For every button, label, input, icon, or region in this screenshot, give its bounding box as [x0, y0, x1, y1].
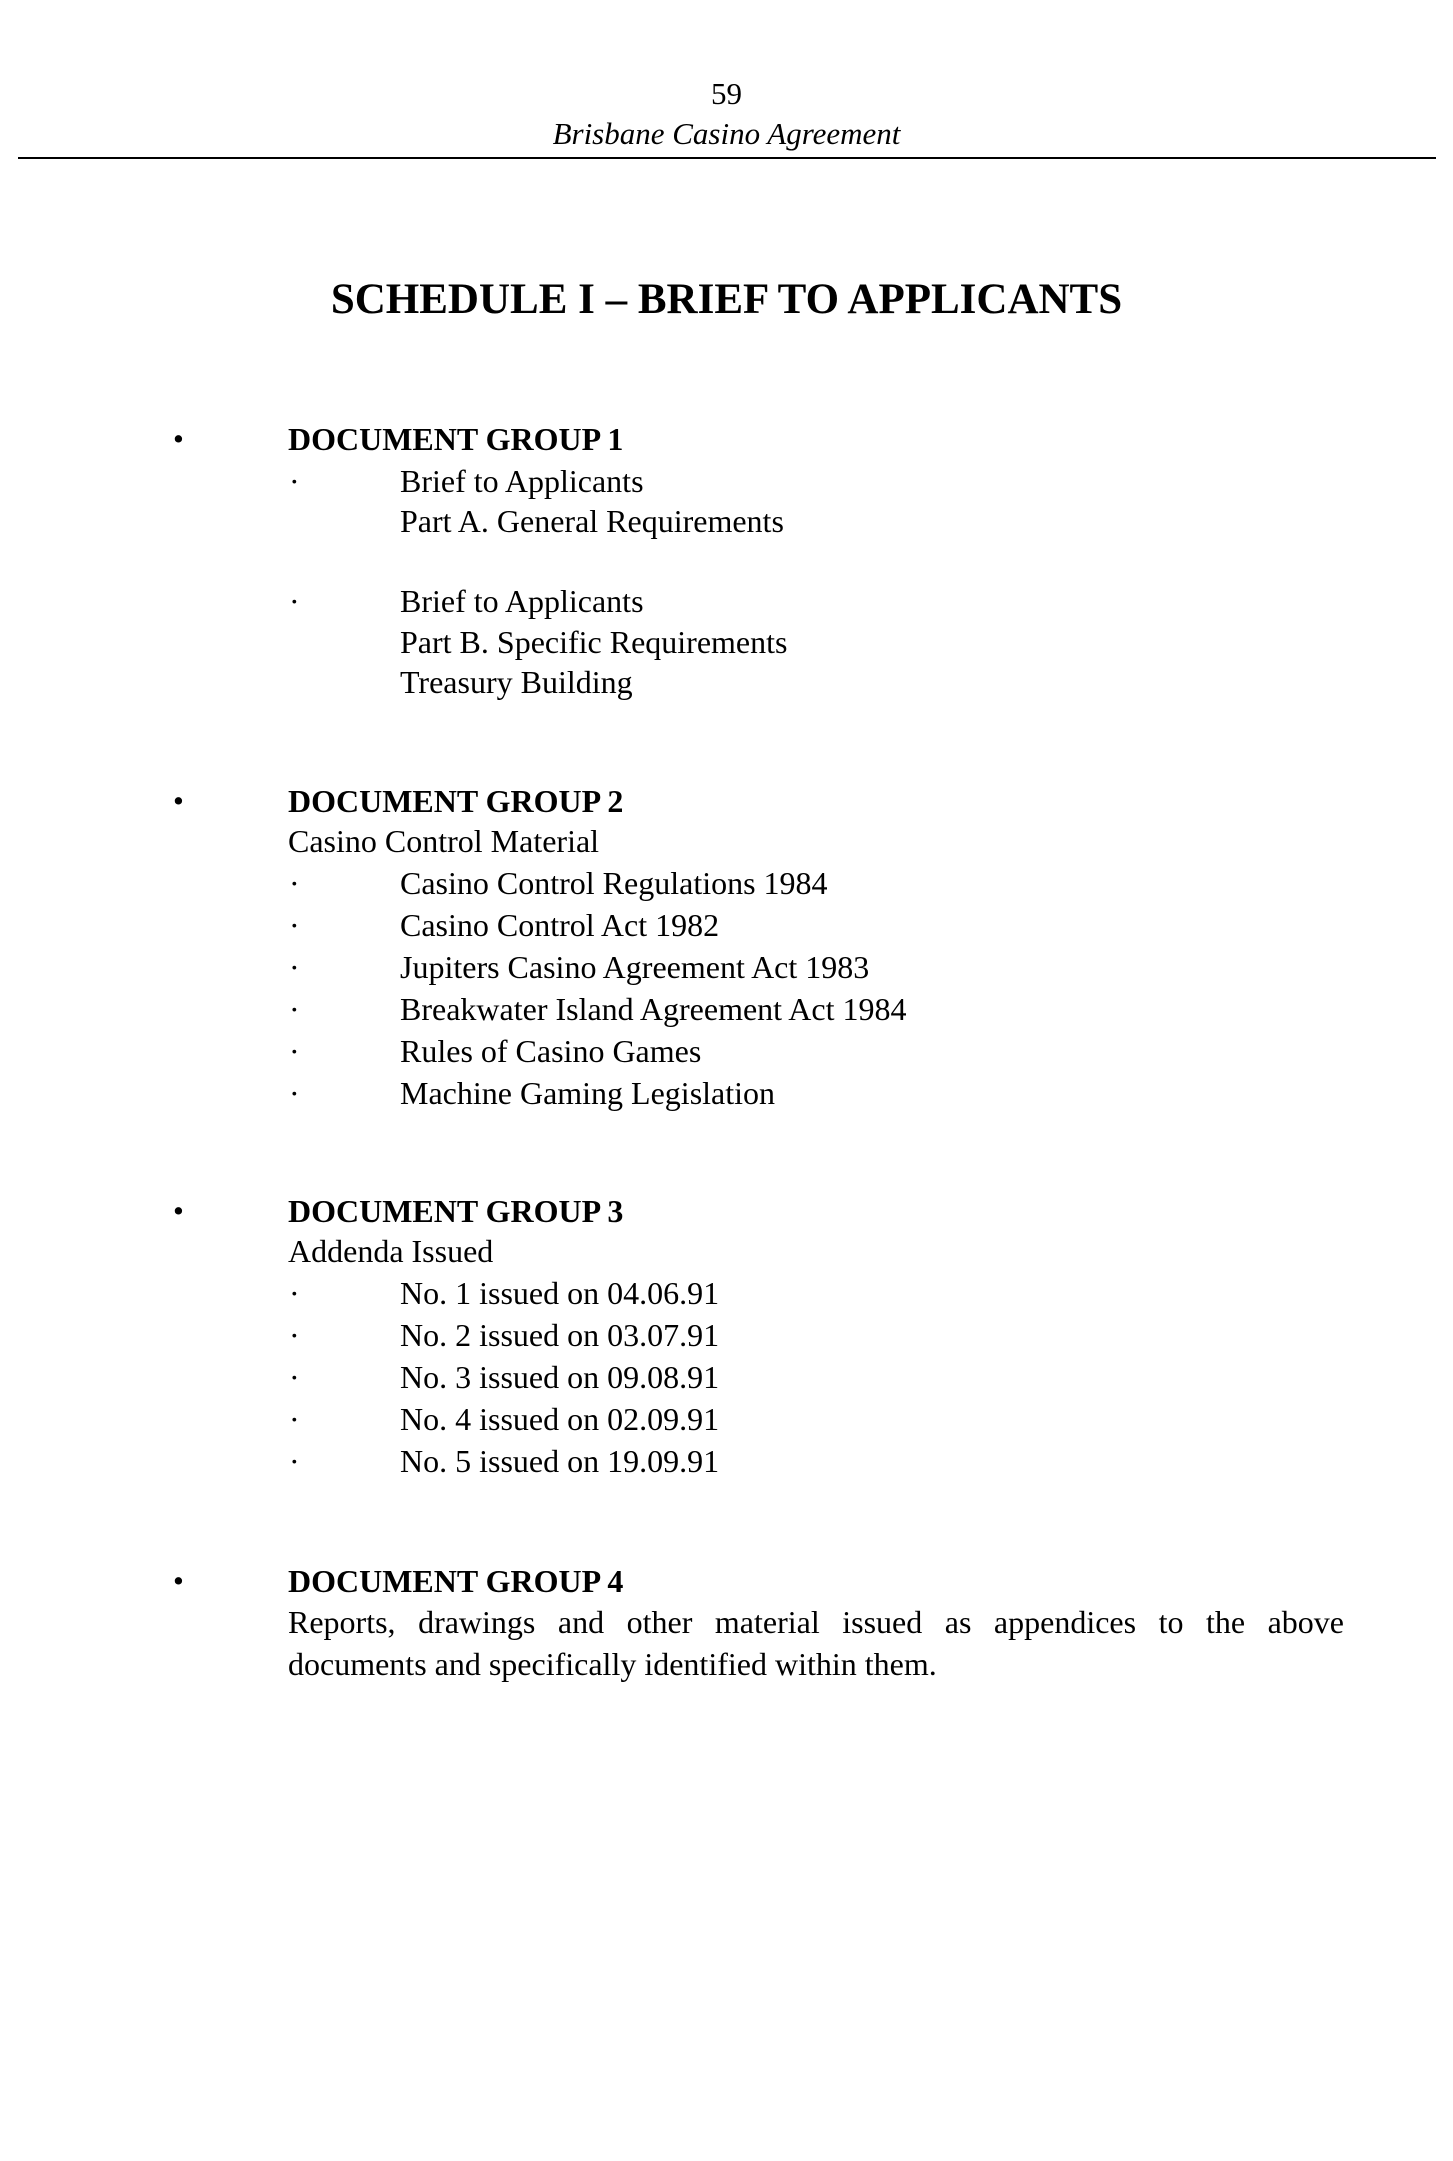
- item-line: Part B. Specific Requirements: [400, 624, 788, 660]
- item-line: No. 1 issued on 04.06.91: [400, 1275, 720, 1311]
- running-title: Brisbane Casino Agreement: [552, 116, 901, 151]
- header-rule: [18, 157, 1436, 159]
- group-subtitle: Addenda Issued: [288, 1233, 494, 1269]
- item-dot: ·: [289, 1317, 300, 1353]
- item-dot: ·: [289, 991, 300, 1027]
- schedule-title: SCHEDULE I – BRIEF TO APPLICANTS: [330, 276, 1123, 323]
- item-line: Machine Gaming Legislation: [400, 1075, 776, 1111]
- item-line: Rules of Casino Games: [400, 1033, 702, 1069]
- item-line: Jupiters Casino Agreement Act 1983: [400, 949, 870, 985]
- item-line: No. 5 issued on 19.09.91: [400, 1443, 720, 1479]
- item-dot: ·: [289, 1359, 300, 1395]
- item-line: No. 2 issued on 03.07.91: [400, 1317, 720, 1353]
- item-dot: ·: [289, 583, 300, 619]
- group-bullet: •: [173, 421, 184, 456]
- item-dot: ·: [289, 1075, 300, 1111]
- item-dot: ·: [289, 1033, 300, 1069]
- item-dot: ·: [289, 1443, 300, 1479]
- item-line: Casino Control Act 1982: [400, 907, 720, 943]
- group-paragraph: Reports, drawings and other material issued as appendices to the above documents and specifically identified within them.: [288, 1604, 1344, 1682]
- item-dot: ·: [289, 463, 300, 499]
- group-bullet: •: [173, 1563, 184, 1598]
- item-line: Part A. General Requirements: [400, 503, 784, 539]
- item-line: Breakwater Island Agreement Act 1984: [400, 991, 907, 1027]
- item-dot: ·: [289, 949, 300, 985]
- group-subtitle: Casino Control Material: [288, 823, 600, 859]
- group-heading: DOCUMENT GROUP 1: [288, 421, 624, 457]
- item-dot: ·: [289, 865, 300, 901]
- item-line: Casino Control Regulations 1984: [400, 865, 828, 901]
- item-line: No. 4 issued on 02.09.91: [400, 1401, 720, 1437]
- group-heading: DOCUMENT GROUP 2: [288, 783, 624, 819]
- group-heading: DOCUMENT GROUP 3: [288, 1193, 624, 1229]
- item-line: Brief to Applicants: [400, 463, 644, 499]
- group-bullet: •: [173, 1193, 184, 1228]
- item-line: No. 3 issued on 09.08.91: [400, 1359, 720, 1395]
- item-dot: ·: [289, 1401, 300, 1437]
- group-heading: DOCUMENT GROUP 4: [288, 1563, 624, 1599]
- item-dot: ·: [289, 1275, 300, 1311]
- item-line: Treasury Building: [400, 664, 633, 700]
- group-bullet: •: [173, 783, 184, 818]
- item-line: Brief to Applicants: [400, 583, 644, 619]
- item-dot: ·: [289, 907, 300, 943]
- page-number: 59: [711, 76, 742, 111]
